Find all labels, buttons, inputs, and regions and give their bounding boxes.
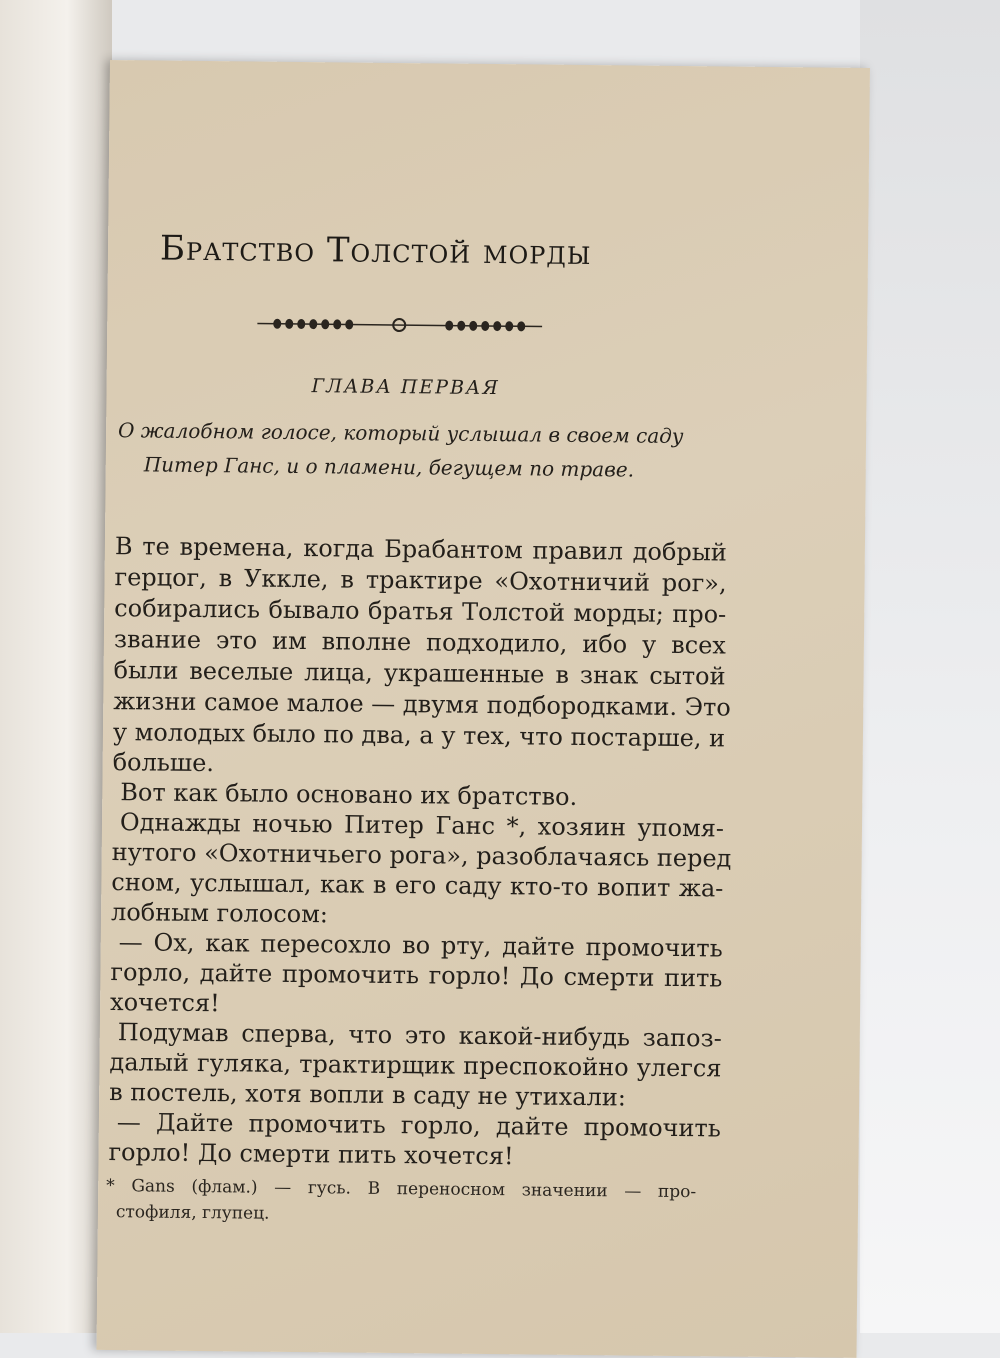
footnote-line: * Gans (флам.) — гусь. В переносном значении — про-: [106, 1176, 697, 1203]
chapter-summary-line: Питер Ганс, и о пламени, бегущем по траве.: [143, 452, 635, 482]
body-line: Вот как было основано их братство.: [120, 778, 578, 811]
body-line: в постель, хотя вопли в саду не утихали:: [109, 1078, 627, 1112]
ornament-divider: [257, 314, 542, 337]
body-line: были веселые лица, украшенные в знак сытой: [113, 656, 726, 691]
body-line: Подумав сперва, что это какой-нибудь запоз-: [117, 1018, 722, 1053]
footnote-line: стофиля, глупец.: [115, 1202, 270, 1224]
facing-page-edge: [0, 0, 112, 1333]
body-line: — Дайте промочить горло, дайте промочить: [116, 1108, 721, 1143]
body-line: больше.: [112, 748, 215, 778]
body-line: жизни самое малое — двумя подбородками. Это: [113, 687, 731, 722]
body-line: далый гуляка, трактирщик преспокойно улегся: [109, 1048, 722, 1083]
body-line: — Ох, как пересохло во рту, дайте промочить: [118, 928, 723, 963]
body-line: звание это им вполне подходило, ибо у всех: [113, 625, 727, 660]
body-line: горло, дайте промочить горло! До смерти пить: [110, 958, 723, 993]
body-line: горло! До смерти пить хочется!: [108, 1138, 514, 1171]
body-line: нутого «Охотничьего рога», разоблачаясь перед: [111, 838, 732, 873]
body-line: лобным голосом:: [110, 898, 329, 929]
body-line: у молодых было по два, а у тех, что постарше, и: [112, 718, 726, 753]
book-page: [96, 60, 869, 1358]
body-line: герцог, в Уккле, в трактире «Охотничий рог»,: [114, 563, 727, 598]
chapter-summary-line: О жалобном голосе, который услышал в своем саду: [117, 418, 684, 449]
body-line: хочется!: [109, 988, 220, 1018]
background: [860, 0, 1000, 1333]
body-line: сном, услышал, как в его саду кто-то вопит жа-: [111, 868, 724, 903]
body-line: собирались бывало братья Толстой морды; про-: [114, 594, 727, 629]
chapter-heading: ГЛАВА ПЕРВАЯ: [311, 375, 500, 400]
body-line: В те времена, когда Брабантом правил добрый: [114, 532, 728, 567]
page-title: Братство Толстой морды: [159, 228, 592, 274]
body-line: Однажды ночью Питер Ганс *, хозяин упомя-: [119, 808, 725, 843]
